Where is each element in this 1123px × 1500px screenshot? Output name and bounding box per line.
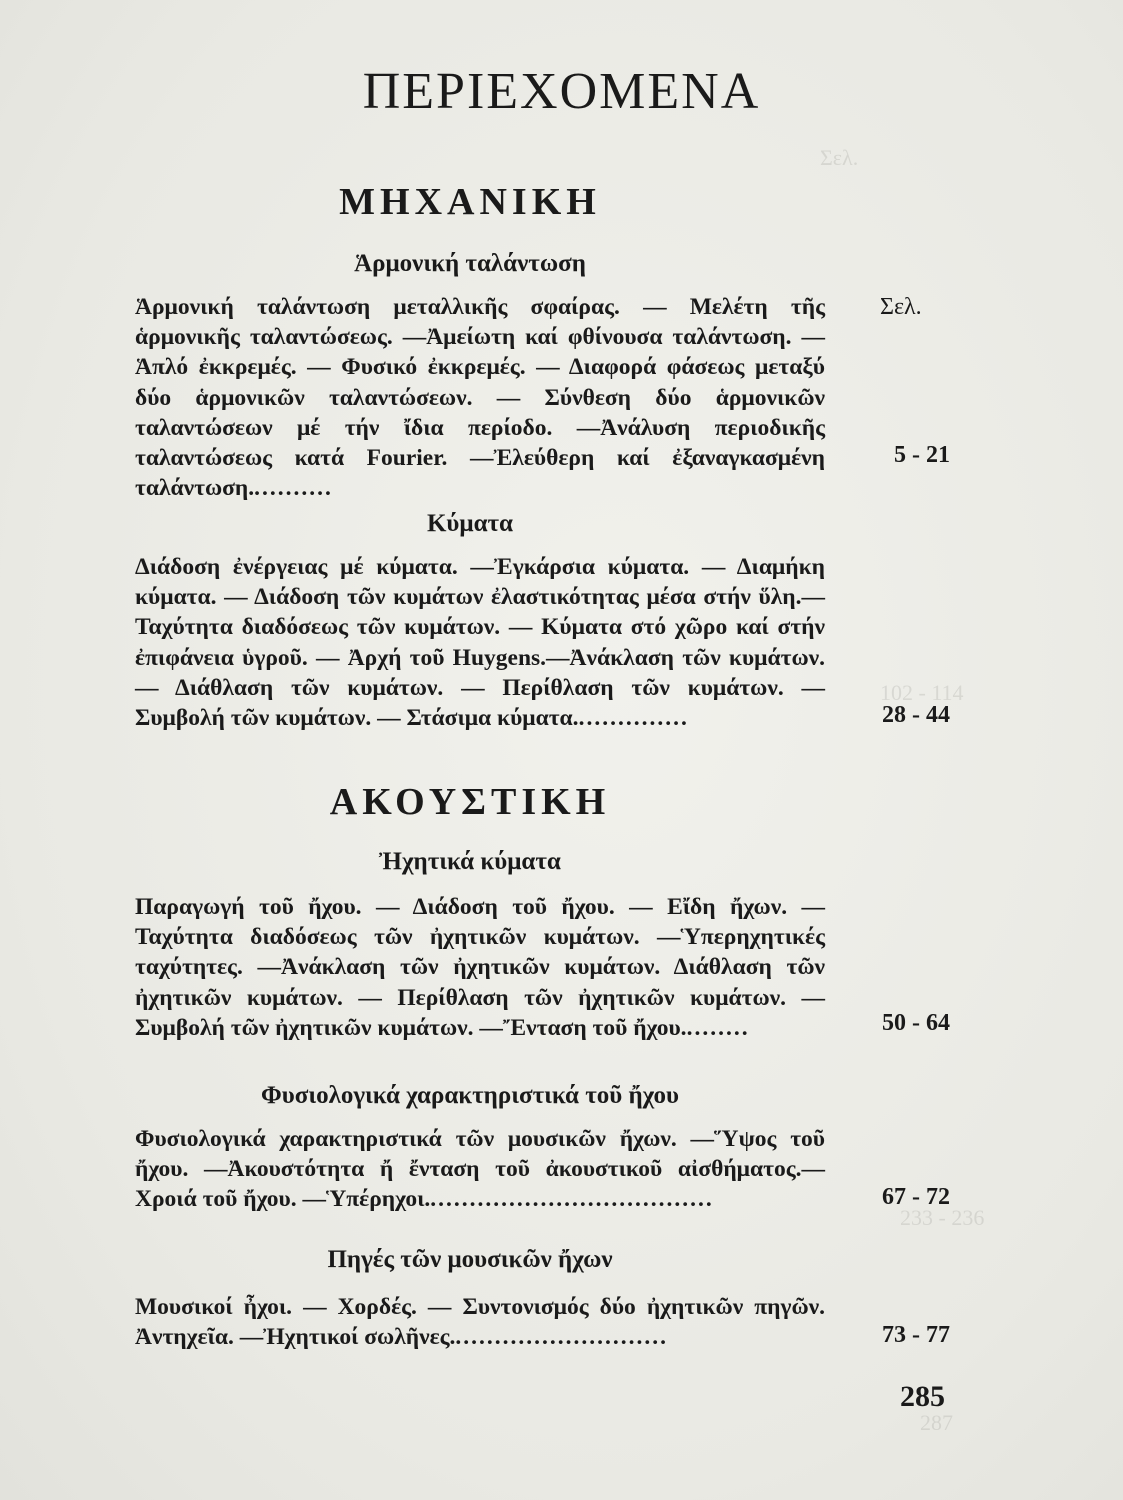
part-heading-acoustics: ΑΚΟΥΣΤΙΚΗ [329,781,611,823]
toc-entry-text: Παραγωγή τοῦ ἤχου. — Διάδοση τοῦ ἤχου. — Εἴδη ἤχων. — Ταχύτητα διαδόσεως τῶν ἠχητικῶν κυμάτων. —Ὑπερηχητικές ταχύτητες. —Ἀνάκλαση τῶν ἠχητικῶν κυμάτων. Διάθλαση τῶν ἠχητικῶν κυμάτων. — Περίθλαση τῶν ἠχητικῶν κυμάτων. — Συμβολή τῶν ἠχητικῶν κυμάτων. —Ἔνταση τοῦ ἤχου. [135,894,825,1041]
toc-entry-text: Διάδοση ἐνέργειας μέ κύματα. —Ἐγκάρσια κύματα. — Διαμήκη κύματα. — Διάδοση τῶν κυμάτων ἐλαστικότητας μέσα στήν ὕλη.— Ταχύτητα διαδόσεως τῶν κυμάτων. — Κύματα στό χῶρο καί στήν ἐπιφάνεια ὑγροῦ. — Ἀρχή τοῦ Huygens.—Ἀνάκλαση τῶν κυμάτων. — Διάθλαση τῶν κυμάτων. — Περίθλαση τῶν κυμάτων. — Συμβολή τῶν κυμάτων. — Στάσιμα κύματα. [135,554,825,732]
leader-dots: .............. [578,705,689,732]
part-heading-mechanics: ΜΗΧΑΝΙΚΗ [339,181,601,223]
bleed-through-text: 287 [920,1410,953,1435]
toc-entry-harmonic-oscillation [135,292,825,503]
leader-dots: .......... [254,475,333,502]
leader-dots: ........ [686,1014,750,1041]
toc-entry-text: Φυσιολογικά χαρακτηριστικά τῶν μουσικῶν ἤχων. —Ὕψος τοῦ ἤχου. —Ἀκουστότητα ἤ ἔνταση τοῦ ἀκουστικοῦ αἰσθήματος.— Χροιά τοῦ ἤχου. —Ὑπέρηχοι. [135,1126,825,1213]
toc-entry-text: Μουσικοί ἦχοι. — Χορδές. — Συντονισμός δύο ἠχητικῶν πηγῶν. Ἀντηχεῖα. —Ἠχητικοί σωλῆνες. [135,1294,825,1351]
toc-entry-physiological-characteristics [135,1124,825,1215]
section-heading-waves: Κύματα [426,510,514,537]
toc-entry-pages: 5 - 21 [894,442,950,468]
section-heading-harmonic-oscillation: Ἁρμονική ταλάντωση [354,250,586,277]
toc-entry-sound-waves [135,892,825,1043]
leader-dots: .................................... [430,1186,714,1213]
toc-entry-sources-of-musical-sounds [135,1292,825,1352]
section-heading-sound-waves: Ἠχητικά κύματα [379,848,561,875]
section-heading-sources-of-musical-sounds: Πηγές τῶν μουσικῶν ἤχων [327,1246,613,1273]
toc-entry-pages: 67 - 72 [882,1184,950,1210]
toc-entry-waves [135,552,825,733]
bleed-through-text: Σελ. [820,145,859,170]
section-heading-physiological-characteristics: Φυσιολογικά χαρακτηριστικά τοῦ ἤχου [261,1082,679,1109]
leader-dots: ........................... [455,1324,669,1351]
toc-entry-pages: 28 - 44 [882,702,950,728]
page-title: ΠΕΡΙΕΧΟΜΕΝΑ [362,63,761,120]
toc-entry-pages: 73 - 77 [882,1322,950,1348]
bleed-through-text: 102 - 114 [880,680,964,705]
page-number: 285 [900,1380,945,1413]
page-column-label: Σελ. [880,294,922,320]
toc-entry-pages: 50 - 64 [882,1010,950,1036]
toc-entry-text: Ἁρμονική ταλάντωση μεταλλικῆς σφαίρας. — Μελέτη τῆς ἁρμονικῆς ταλαντώσεως. —Ἀμείωτη καί φθίνουσα ταλάντωση. —Ἁπλό ἐκκρεμές. — Φυσικό ἐκκρεμές. — Διαφορά φάσεως μεταξύ δύο ἁρμονικῶν ταλαντώσεων. — Σύνθεση δύο ἁρμονικῶν ταλαντώσεων μέ τήν ἴδια περίοδο. —Ἀνάλυση περιοδικῆς ταλαντώσεως κατά Fourier. —Ἐλεύθερη καί ἐξαναγκασμένη ταλάντωση. [135,294,825,502]
bleed-through-text: 233 - 236 [900,1205,985,1230]
